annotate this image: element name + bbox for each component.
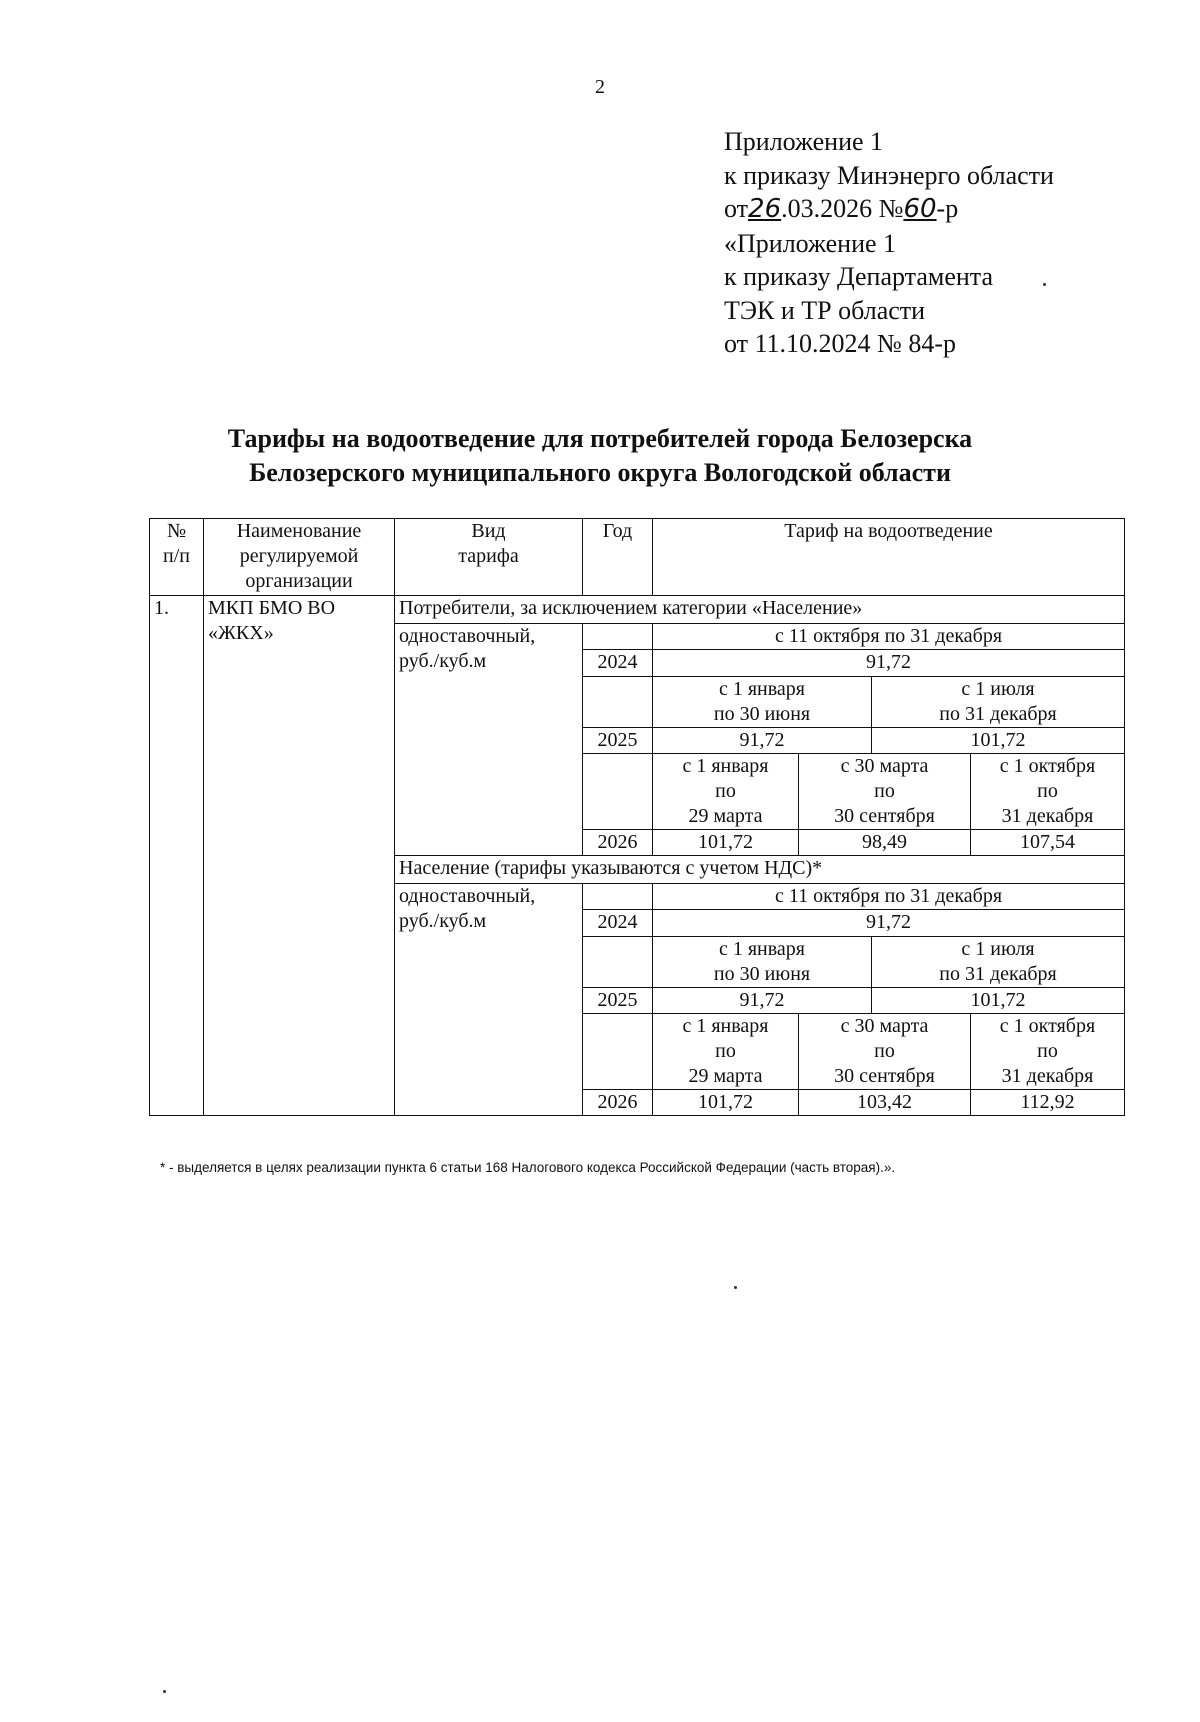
year-2026: 2026 bbox=[583, 830, 653, 856]
organization-line-1: МКП БМО ВО bbox=[208, 597, 336, 619]
scan-speck bbox=[1043, 283, 1046, 286]
appendix-line-1: Приложение 1 bbox=[724, 127, 884, 156]
year-cell bbox=[583, 884, 653, 910]
year-cell bbox=[583, 937, 653, 988]
period-2026-first bbox=[653, 754, 799, 830]
period-2026-second bbox=[799, 1014, 971, 1090]
period-text: по bbox=[1037, 1040, 1058, 1062]
value-2024: 91,72 bbox=[653, 650, 1125, 677]
section-1-label: Потребители, за исключением категории «Население» bbox=[395, 596, 1125, 624]
title-line-2: Белозерского муниципального округа Вологодской области bbox=[249, 458, 951, 487]
year-cell bbox=[583, 1014, 653, 1090]
period-2025-second-half bbox=[872, 937, 1125, 988]
appendix-line-4: «Приложение 1 bbox=[724, 228, 897, 258]
period-text: с 1 января bbox=[718, 678, 806, 700]
appendix-line-7: от 11.10.2024 № 84-р bbox=[724, 329, 957, 358]
period-text: с 1 октября bbox=[999, 1015, 1096, 1037]
period-2025-first-half bbox=[653, 677, 872, 728]
appendix-date-prefix: от bbox=[724, 194, 749, 223]
header-organization: Наименование регулируемой организации bbox=[204, 519, 395, 596]
year-2025: 2025 bbox=[583, 728, 653, 754]
value-2026-third: 107,54 bbox=[971, 830, 1125, 856]
period-2026-third bbox=[971, 754, 1125, 830]
period-text: 29 марта bbox=[688, 1065, 763, 1087]
header-tariff-type: Вид тарифа bbox=[395, 519, 583, 596]
section-2-tariff-type bbox=[395, 884, 583, 1116]
value-2026-first: 101,72 bbox=[653, 1090, 799, 1116]
appendix-line-2: к приказу Минэнерго области bbox=[724, 160, 1054, 190]
period-text: с 1 января bbox=[682, 755, 769, 777]
year-2026: 2026 bbox=[583, 1090, 653, 1116]
value-2026-second: 98,49 bbox=[799, 830, 971, 856]
period-text: с 1 января bbox=[718, 938, 806, 960]
value-2025-second-half: 101,72 bbox=[872, 988, 1125, 1014]
page-number: 2 bbox=[595, 76, 605, 98]
period-text: по bbox=[715, 780, 736, 802]
period-text: 29 марта bbox=[688, 805, 763, 827]
handwritten-day: 26 bbox=[748, 194, 782, 224]
tariff-type-line-1: одноставочный, bbox=[399, 625, 536, 647]
period-text: по 30 июня bbox=[713, 963, 811, 985]
period-text: 30 сентября bbox=[834, 805, 935, 827]
header-tariff: Тариф на водоотведение bbox=[653, 519, 1125, 596]
period-text: с 1 октября bbox=[999, 755, 1096, 777]
organization-line-2: «ЖКХ» bbox=[208, 622, 274, 644]
row-number: 1. bbox=[150, 596, 204, 1116]
value-2026-second: 103,42 bbox=[799, 1090, 971, 1116]
value-2026-third: 112,92 bbox=[971, 1090, 1125, 1116]
section-1-label-row bbox=[150, 596, 1125, 624]
period-2026-third bbox=[971, 1014, 1125, 1090]
period-text: 31 декабря bbox=[1001, 805, 1094, 827]
scan-speck bbox=[734, 1286, 737, 1289]
appendix-line-6: ТЭК и ТР области bbox=[724, 295, 926, 325]
document-title bbox=[130, 422, 1070, 490]
value-2026-first: 101,72 bbox=[653, 830, 799, 856]
value-2025-first-half: 91,72 bbox=[653, 988, 872, 1014]
appendix-line-5: к приказу Департамента bbox=[724, 262, 994, 291]
header-number: № п/п bbox=[150, 519, 204, 596]
value-2024: 91,72 bbox=[653, 910, 1125, 937]
period-text: по bbox=[874, 1040, 895, 1062]
year-2024: 2024 bbox=[583, 910, 653, 937]
period-2025-second-half bbox=[872, 677, 1125, 728]
period-2024: с 11 октября по 31 декабря bbox=[653, 624, 1125, 650]
footnote: * - выделяется в целях реализации пункта 6 статьи 168 Налогового кодекса Российской Федерации (часть вторая).». bbox=[160, 1160, 896, 1175]
period-text: по 31 декабря bbox=[939, 963, 1057, 985]
appendix-order-suffix: -р bbox=[936, 194, 959, 223]
appendix-reference bbox=[724, 125, 1054, 361]
period-text: по 30 июня bbox=[713, 703, 811, 725]
period-2025-first-half bbox=[653, 937, 872, 988]
period-2024: с 11 октября по 31 декабря bbox=[653, 884, 1125, 910]
period-text: с 1 июля bbox=[961, 938, 1035, 960]
period-text: по bbox=[874, 780, 895, 802]
organization-name bbox=[204, 596, 395, 1116]
scan-speck bbox=[163, 1690, 166, 1693]
value-2025-second-half: 101,72 bbox=[872, 728, 1125, 754]
handwritten-order-number: 60 bbox=[903, 194, 937, 224]
period-text: по 31 декабря bbox=[939, 703, 1057, 725]
section-1-tariff-type bbox=[395, 624, 583, 856]
tariff-type-line-2: руб./куб.м bbox=[399, 650, 487, 672]
period-2026-second bbox=[799, 754, 971, 830]
year-cell bbox=[583, 624, 653, 650]
value-2025-first-half: 91,72 bbox=[653, 728, 872, 754]
table-header-row bbox=[150, 519, 1125, 596]
period-text: 30 сентября bbox=[834, 1065, 935, 1087]
period-text: с 30 марта bbox=[840, 1015, 929, 1037]
tariff-type-line-2: руб./куб.м bbox=[399, 910, 487, 932]
year-2025: 2025 bbox=[583, 988, 653, 1014]
year-2024: 2024 bbox=[583, 650, 653, 677]
header-year: Год bbox=[583, 519, 653, 596]
period-text: по bbox=[1037, 780, 1058, 802]
period-text: 31 декабря bbox=[1001, 1065, 1094, 1087]
appendix-line-3 bbox=[724, 192, 1054, 227]
period-text: по bbox=[715, 1040, 736, 1062]
section-2-label: Население (тарифы указываются с учетом НДС)* bbox=[395, 856, 1125, 884]
period-text: с 1 января bbox=[682, 1015, 769, 1037]
title-line-1: Тарифы на водоотведение для потребителей города Белозерска bbox=[227, 424, 973, 453]
period-text: с 30 марта bbox=[840, 755, 929, 777]
period-2026-first bbox=[653, 1014, 799, 1090]
year-cell bbox=[583, 754, 653, 830]
appendix-date-middle: .03.2026 № bbox=[781, 194, 904, 223]
year-cell bbox=[583, 677, 653, 728]
period-text: с 1 июля bbox=[961, 678, 1035, 700]
tariff-table bbox=[149, 518, 1125, 1116]
tariff-type-line-1: одноставочный, bbox=[399, 885, 536, 907]
